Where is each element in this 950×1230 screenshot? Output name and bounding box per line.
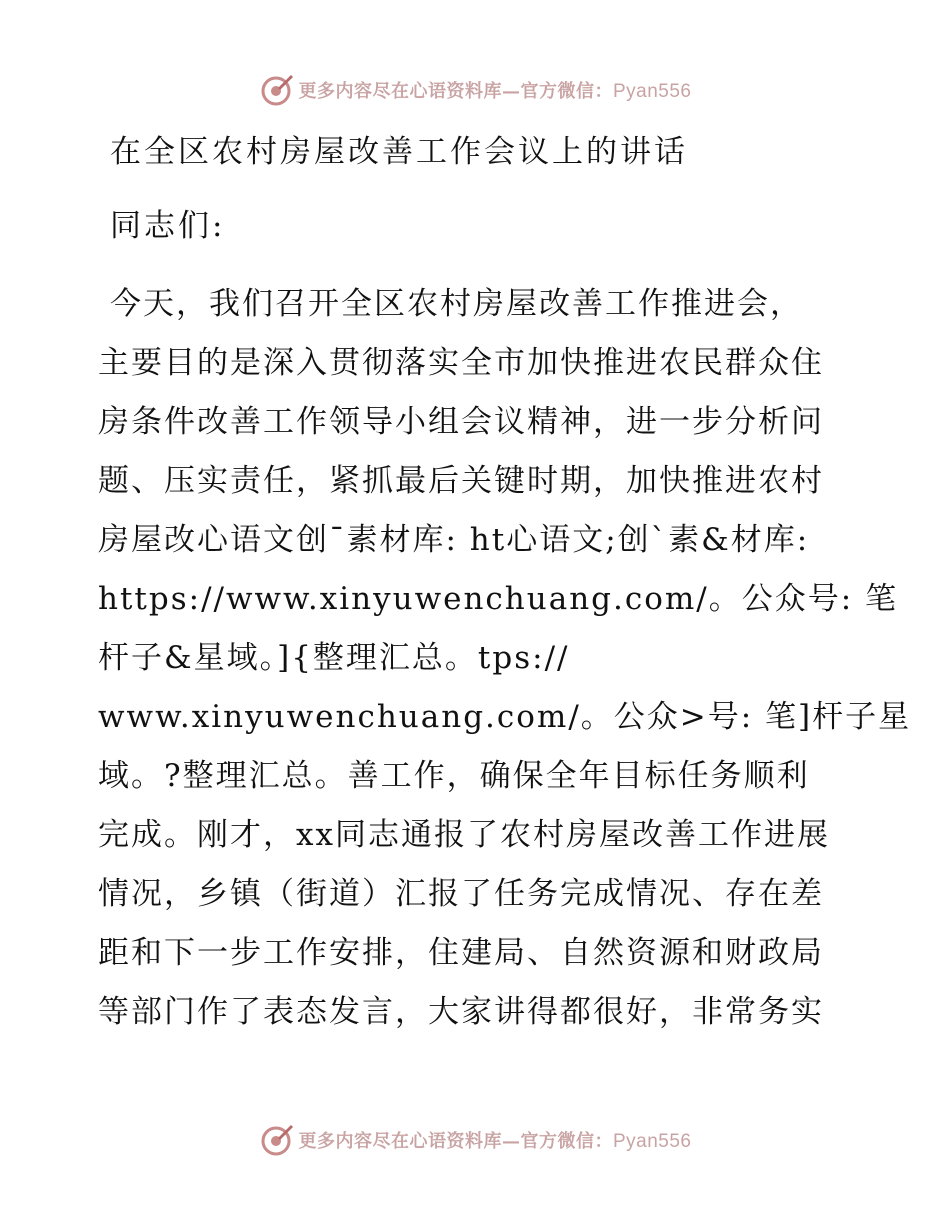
body-line: 距和下一步工作安排，住建局、自然资源和财政局: [98, 935, 824, 971]
body-line: 房条件改善工作领导小组会议精神，进一步分析问: [98, 404, 824, 440]
watermark-text: 更多内容尽在心语资料库—官方微信：Pyan556: [298, 81, 692, 102]
salutation: 同志们:: [110, 208, 226, 244]
body-line: 域。?整理汇总。善工作，确保全年目标任务顺利: [98, 758, 810, 794]
body-line: 杆子&星域。]{整理汇总。tps://: [98, 640, 570, 676]
body-line: 主要目的是深入贯彻落实全市加快推进农民群众住: [98, 345, 824, 381]
body-line: 今天，我们召开全区农村房屋改善工作推进会，: [110, 286, 803, 322]
body-line: 题、压实责任，紧抓最后关键时期，加快推进农村: [98, 463, 824, 499]
body-line: 房屋改心语文创¯素材库: ht心语文;创`素&材库:: [98, 522, 810, 558]
body-text: [98, 275, 912, 1042]
pen-logo-icon: [258, 1122, 294, 1158]
pen-logo-icon: [258, 72, 294, 108]
footer-watermark-banner: [0, 1120, 950, 1160]
document-title: 在全区农村房屋改善工作会议上的讲话: [110, 134, 688, 170]
body-line: 等部门作了表态发言，大家讲得都很好，非常务实: [98, 994, 824, 1030]
body-line: www.xinyuwenchuang.com/。公众>号: 笔]杆子星: [98, 699, 912, 735]
watermark-handle: Pyan556: [612, 81, 692, 102]
body-line: 完成。刚才，xx同志通报了农村房屋改善工作进展: [98, 817, 830, 853]
body-line: 情况，乡镇（街道）汇报了任务完成情况、存在差: [98, 876, 824, 912]
body-line: https://www.xinyuwenchuang.com/。公众号: 笔: [98, 581, 899, 617]
header-watermark-banner: [0, 70, 950, 110]
watermark-text: 更多内容尽在心语资料库—官方微信：Pyan556: [298, 1131, 692, 1152]
watermark-handle: Pyan556: [612, 1131, 692, 1152]
